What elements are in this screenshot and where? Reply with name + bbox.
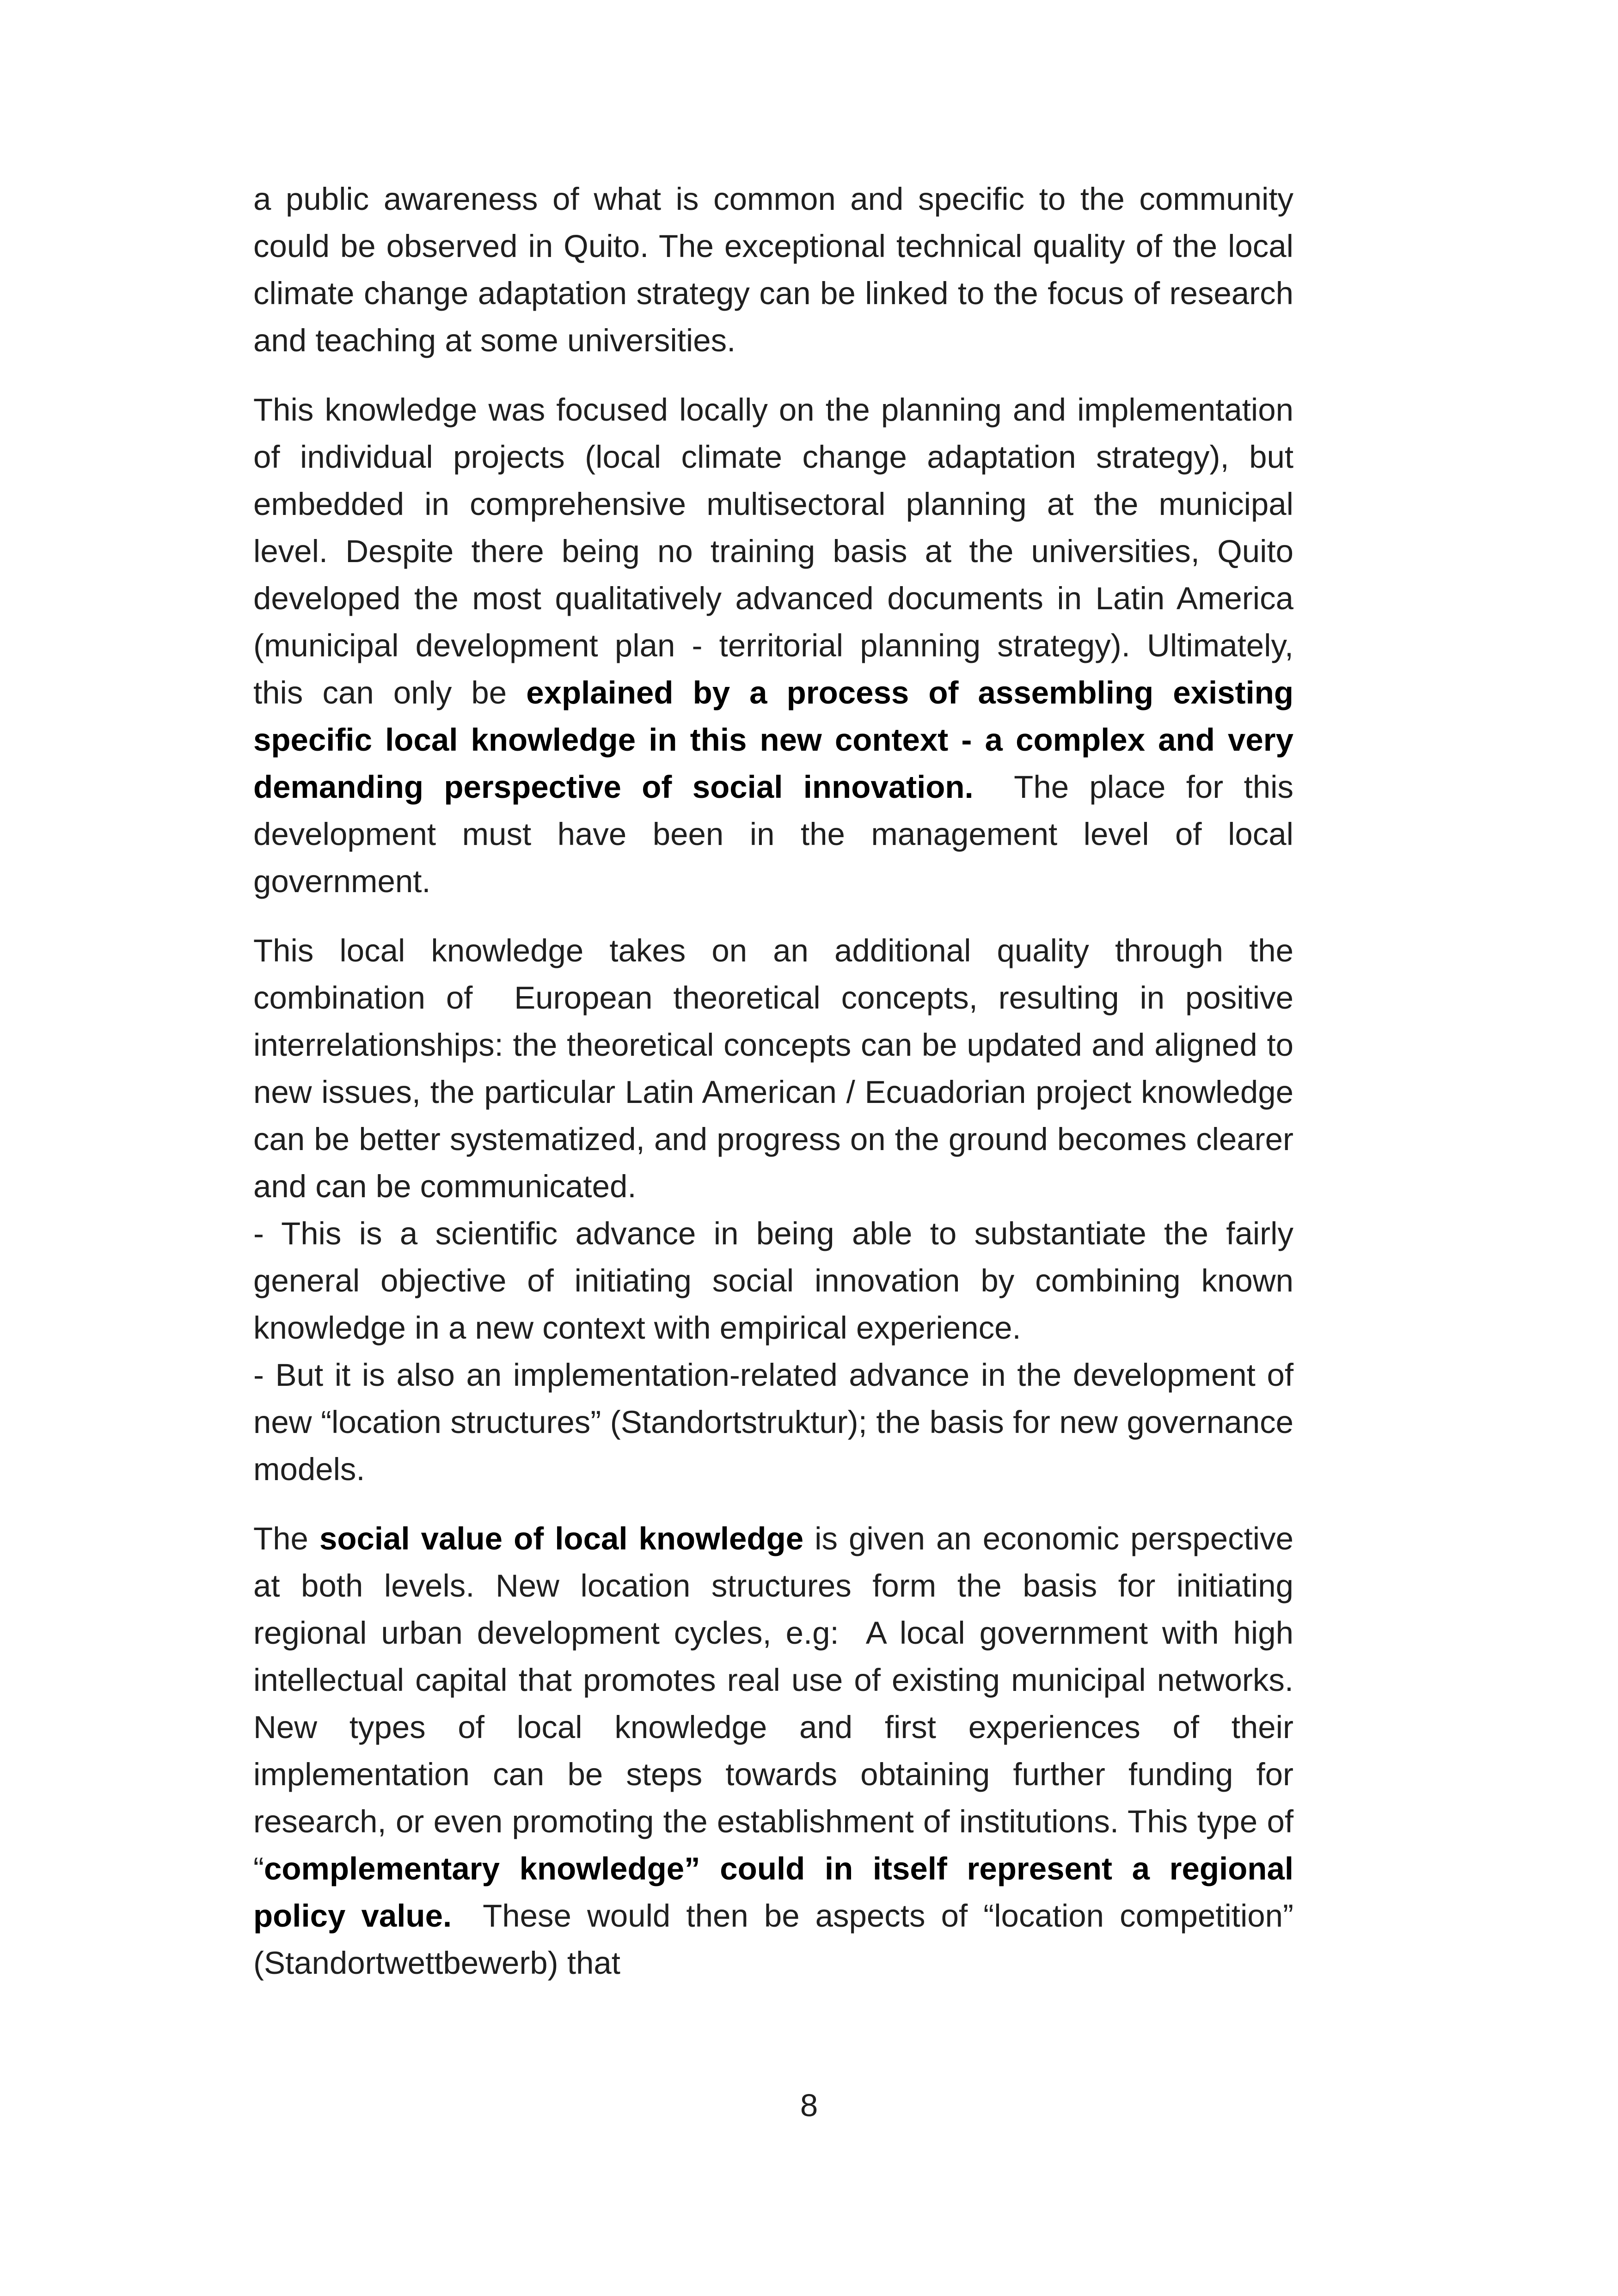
body-text	[253, 176, 1320, 2009]
paragraph-2-text-a: This knowledge was focused locally on the planning and implementation of individual projects (local climate change adaptation strategy), but embedded in comprehensive multisectoral planning at the municipal level. Despite there being no training basis at the universities, Quito developed the most qualitatively advanced documents in Latin America (municipal development plan - territorial planning strategy). Ultimately, this can only be	[253, 392, 1293, 710]
paragraph-6	[253, 1515, 1320, 1987]
paragraph-6-emphasis-a: social value of local knowledge	[319, 1521, 804, 1556]
paragraph-4-text: - This is a scientific advance in being able to substantiate the fairly general objective of initiating social innovation by combining known knowledge in a new context with empirical experience.	[253, 1216, 1293, 1346]
paragraph-3	[253, 927, 1303, 1210]
paragraph-6-text-b: is given an economic perspective at both levels. New location structures form the basis for initiating regional urban development cycles, e.g: A local government with high intellectual capital that promotes real use of existing municipal networks. New types of local knowledge and first experiences of their implementation can be steps towards obtaining further funding for research, or even promoting the establishment of institutions. This type of “	[253, 1521, 1320, 1886]
paragraph-1-text: a public awareness of what is common and specific to the community could be observed in Quito. The exceptional technical quality of the local climate change adaptation strategy can be linked to the focus of research and teaching at some universities.	[253, 181, 1293, 358]
paragraph-2	[253, 386, 1303, 905]
page-number: 8	[800, 2088, 818, 2123]
paragraph-4	[253, 1210, 1293, 1352]
paragraph-6-text-c: These would then be aspects of “location competition” (Standortwettbewerb) that	[253, 1898, 1303, 1981]
paragraph-3-text: This local knowledge takes on an additional quality through the combination of European theoretical concepts, resulting in positive interrelationships: the theoretical concepts can be updated and aligned to new issues, the particular Latin American / Ecuadorian project knowledge can be better systematized, and progress on the ground becomes clearer and can be communicated.	[253, 933, 1303, 1204]
paragraph-1	[253, 176, 1293, 364]
paragraph-6-text-a: The	[253, 1521, 319, 1556]
paragraph-5	[253, 1352, 1293, 1493]
paragraph-2-text-b: The place for this development must have been in the management level of local government.	[253, 769, 1303, 899]
paragraph-6-emphasis-b: complementary knowledge” could in itself represent a regional policy value.	[253, 1851, 1293, 1934]
paragraph-2-emphasis: explained by a process of assembling existing specific local knowledge in this new context - a complex and very demanding perspective of social innovation.	[253, 675, 1293, 805]
paragraph-5-text: - But it is also an implementation-related advance in the development of new “location structures” (Standortstruktur); the basis for new governance models.	[253, 1357, 1293, 1487]
